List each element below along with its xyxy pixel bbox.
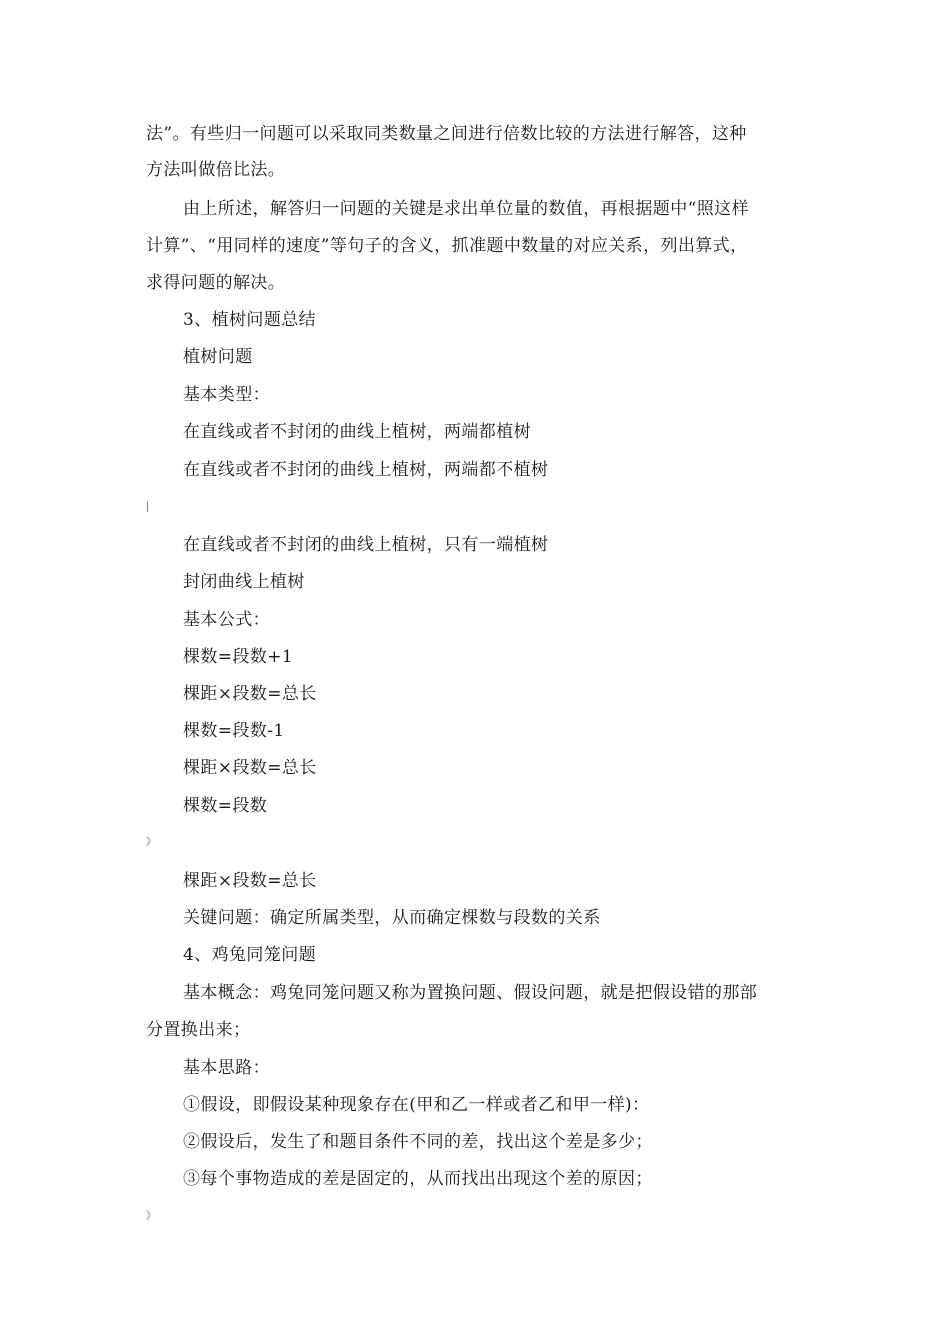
list-item: 封闭曲线上植树 xyxy=(183,572,305,592)
step-item: ①假设，即假设某种现象存在(甲和乙一样或者乙和甲一样)： xyxy=(183,1095,650,1115)
paragraph-line: 关键问题：确定所属类型，从而确定棵数与段数的关系 xyxy=(183,908,601,928)
page-break-mark: 》 xyxy=(146,1211,156,1222)
step-item: ③每个事物造成的差是固定的，从而找出出现这个差的原因； xyxy=(183,1169,653,1189)
paragraph-line: 法”。有些归一问题可以采取同类数量之间进行倍数比较的方法进行解答，这种 xyxy=(146,124,747,144)
formula-line: 棵距×段数=总长 xyxy=(183,684,317,704)
formula-line: 棵数=段数-1 xyxy=(183,721,285,741)
formula-line: 棵距×段数=总长 xyxy=(183,871,317,891)
list-item: 在直线或者不封闭的曲线上植树，只有一端植树 xyxy=(183,535,549,555)
list-item: 在直线或者不封闭的曲线上植树，两端都不植树 xyxy=(183,460,549,480)
label-basic-formulas: 基本公式： xyxy=(183,610,270,630)
paragraph-line: 分置换出来； xyxy=(146,1020,251,1040)
paragraph-line: 计算”、“用同样的速度”等句子的含义，抓准题中数量的对应关系，列出算式， xyxy=(146,236,748,256)
paragraph-line: 由上所述，解答归一问题的关键是求出单位量的数值，再根据题中“照这样 xyxy=(183,199,749,219)
formula-line: 棵数=段数 xyxy=(183,796,268,816)
paragraph-line: 基本概念：鸡兔同笼问题又称为置换问题、假设问题，就是把假设错的那部 xyxy=(183,983,758,1003)
step-item: ②假设后，发生了和题目条件不同的差，找出这个差是多少； xyxy=(183,1132,653,1152)
list-item: 在直线或者不封闭的曲线上植树，两端都植树 xyxy=(183,422,531,442)
label-basic-types: 基本类型： xyxy=(183,385,270,405)
formula-line: 棵距×段数=总长 xyxy=(183,758,317,778)
paragraph-line: 方法叫做倍比法。 xyxy=(146,160,286,180)
section-heading: 3、植树问题总结 xyxy=(183,310,317,330)
page-break-mark: 》 xyxy=(146,837,156,848)
label-basic-approach: 基本思路： xyxy=(183,1058,270,1078)
formula-line: 棵数=段数+1 xyxy=(183,647,294,667)
section-heading: 4、鸡兔同笼问题 xyxy=(183,945,317,965)
paragraph-line: 求得问题的解决。 xyxy=(146,273,286,293)
page-break-mark: | xyxy=(146,501,150,512)
subheading: 植树问题 xyxy=(183,347,253,367)
